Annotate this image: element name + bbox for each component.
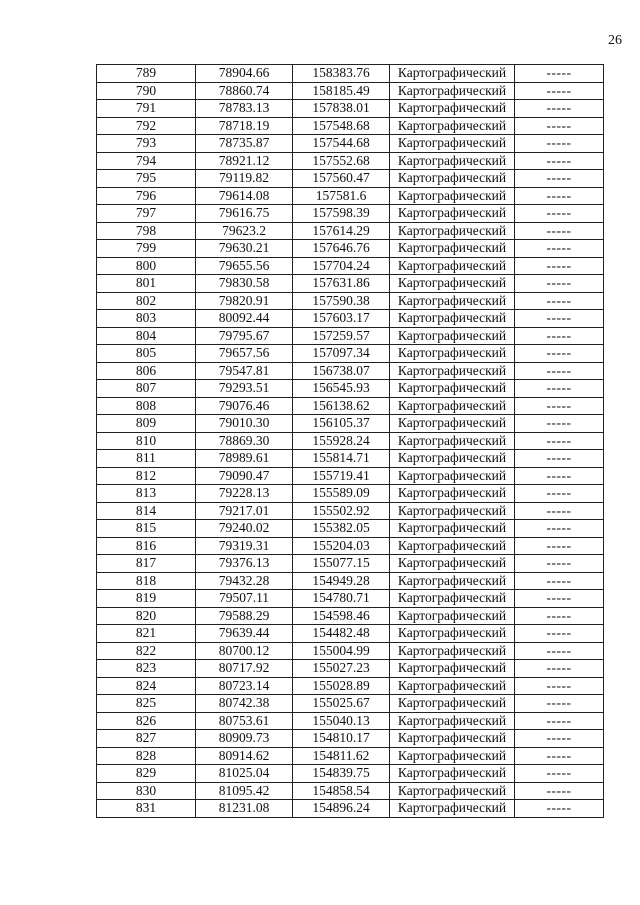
x-coordinate-cell: 79293.51 — [196, 380, 293, 398]
y-coordinate-cell: 157590.38 — [293, 292, 390, 310]
method-cell: Картографический — [390, 397, 515, 415]
extra-cell: ----- — [515, 765, 604, 783]
extra-cell: ----- — [515, 362, 604, 380]
y-coordinate-cell: 154949.28 — [293, 572, 390, 590]
table-row — [97, 240, 604, 258]
y-coordinate-cell: 157598.39 — [293, 205, 390, 223]
x-coordinate-cell: 80717.92 — [196, 660, 293, 678]
y-coordinate-cell: 156738.07 — [293, 362, 390, 380]
table-row — [97, 257, 604, 275]
method-cell: Картографический — [390, 572, 515, 590]
method-cell: Картографический — [390, 117, 515, 135]
x-coordinate-cell: 79376.13 — [196, 555, 293, 573]
extra-cell: ----- — [515, 467, 604, 485]
point-number-cell: 826 — [97, 712, 196, 730]
extra-cell: ----- — [515, 170, 604, 188]
extra-cell: ----- — [515, 327, 604, 345]
x-coordinate-cell: 81095.42 — [196, 782, 293, 800]
point-number-cell: 804 — [97, 327, 196, 345]
method-cell: Картографический — [390, 345, 515, 363]
extra-cell: ----- — [515, 432, 604, 450]
y-coordinate-cell: 157544.68 — [293, 135, 390, 153]
method-cell: Картографический — [390, 327, 515, 345]
table-row — [97, 660, 604, 678]
method-cell: Картографический — [390, 502, 515, 520]
method-cell: Картографический — [390, 432, 515, 450]
x-coordinate-cell: 79228.13 — [196, 485, 293, 503]
extra-cell: ----- — [515, 590, 604, 608]
method-cell: Картографический — [390, 152, 515, 170]
extra-cell: ----- — [515, 450, 604, 468]
y-coordinate-cell: 157704.24 — [293, 257, 390, 275]
table-row — [97, 712, 604, 730]
method-cell: Картографический — [390, 275, 515, 293]
x-coordinate-cell: 78860.74 — [196, 82, 293, 100]
point-number-cell: 807 — [97, 380, 196, 398]
method-cell: Картографический — [390, 800, 515, 818]
coordinates-table — [96, 64, 604, 818]
x-coordinate-cell: 79507.11 — [196, 590, 293, 608]
table-row — [97, 222, 604, 240]
table-row — [97, 205, 604, 223]
point-number-cell: 806 — [97, 362, 196, 380]
method-cell: Картографический — [390, 292, 515, 310]
method-cell: Картографический — [390, 695, 515, 713]
extra-cell: ----- — [515, 240, 604, 258]
extra-cell: ----- — [515, 660, 604, 678]
table-row — [97, 170, 604, 188]
extra-cell: ----- — [515, 397, 604, 415]
method-cell: Картографический — [390, 380, 515, 398]
table-row — [97, 555, 604, 573]
table-row — [97, 310, 604, 328]
table-row — [97, 625, 604, 643]
table-row — [97, 397, 604, 415]
method-cell: Картографический — [390, 747, 515, 765]
point-number-cell: 824 — [97, 677, 196, 695]
table-row — [97, 782, 604, 800]
point-number-cell: 821 — [97, 625, 196, 643]
table-row — [97, 292, 604, 310]
extra-cell: ----- — [515, 292, 604, 310]
x-coordinate-cell: 79119.82 — [196, 170, 293, 188]
x-coordinate-cell: 80909.73 — [196, 730, 293, 748]
table-row — [97, 275, 604, 293]
extra-cell: ----- — [515, 677, 604, 695]
table-row — [97, 380, 604, 398]
point-number-cell: 795 — [97, 170, 196, 188]
table-row — [97, 502, 604, 520]
point-number-cell: 829 — [97, 765, 196, 783]
point-number-cell: 813 — [97, 485, 196, 503]
y-coordinate-cell: 155382.05 — [293, 520, 390, 538]
method-cell: Картографический — [390, 65, 515, 83]
y-coordinate-cell: 157548.68 — [293, 117, 390, 135]
point-number-cell: 817 — [97, 555, 196, 573]
point-number-cell: 819 — [97, 590, 196, 608]
x-coordinate-cell: 79795.67 — [196, 327, 293, 345]
point-number-cell: 822 — [97, 642, 196, 660]
y-coordinate-cell: 158185.49 — [293, 82, 390, 100]
point-number-cell: 830 — [97, 782, 196, 800]
method-cell: Картографический — [390, 257, 515, 275]
method-cell: Картографический — [390, 712, 515, 730]
y-coordinate-cell: 156138.62 — [293, 397, 390, 415]
y-coordinate-cell: 155004.99 — [293, 642, 390, 660]
point-number-cell: 811 — [97, 450, 196, 468]
extra-cell: ----- — [515, 275, 604, 293]
extra-cell: ----- — [515, 380, 604, 398]
point-number-cell: 792 — [97, 117, 196, 135]
method-cell: Картографический — [390, 660, 515, 678]
point-number-cell: 815 — [97, 520, 196, 538]
point-number-cell: 816 — [97, 537, 196, 555]
y-coordinate-cell: 154896.24 — [293, 800, 390, 818]
point-number-cell: 823 — [97, 660, 196, 678]
extra-cell: ----- — [515, 82, 604, 100]
y-coordinate-cell: 157552.68 — [293, 152, 390, 170]
method-cell: Картографический — [390, 485, 515, 503]
table-row — [97, 82, 604, 100]
table-row — [97, 100, 604, 118]
method-cell: Картографический — [390, 240, 515, 258]
x-coordinate-cell: 79319.31 — [196, 537, 293, 555]
table-row — [97, 135, 604, 153]
table-row — [97, 187, 604, 205]
table-row — [97, 467, 604, 485]
point-number-cell: 793 — [97, 135, 196, 153]
method-cell: Картографический — [390, 100, 515, 118]
x-coordinate-cell: 79614.08 — [196, 187, 293, 205]
extra-cell: ----- — [515, 642, 604, 660]
point-number-cell: 805 — [97, 345, 196, 363]
extra-cell: ----- — [515, 152, 604, 170]
table-row — [97, 537, 604, 555]
extra-cell: ----- — [515, 520, 604, 538]
extra-cell: ----- — [515, 310, 604, 328]
table-row — [97, 520, 604, 538]
point-number-cell: 800 — [97, 257, 196, 275]
y-coordinate-cell: 155204.03 — [293, 537, 390, 555]
method-cell: Картографический — [390, 310, 515, 328]
y-coordinate-cell: 155025.67 — [293, 695, 390, 713]
extra-cell: ----- — [515, 555, 604, 573]
x-coordinate-cell: 79076.46 — [196, 397, 293, 415]
x-coordinate-cell: 78989.61 — [196, 450, 293, 468]
y-coordinate-cell: 154598.46 — [293, 607, 390, 625]
x-coordinate-cell: 78921.12 — [196, 152, 293, 170]
method-cell: Картографический — [390, 187, 515, 205]
y-coordinate-cell: 154780.71 — [293, 590, 390, 608]
extra-cell: ----- — [515, 800, 604, 818]
point-number-cell: 827 — [97, 730, 196, 748]
x-coordinate-cell: 78869.30 — [196, 432, 293, 450]
method-cell: Картографический — [390, 765, 515, 783]
y-coordinate-cell: 157581.6 — [293, 187, 390, 205]
table-row — [97, 642, 604, 660]
y-coordinate-cell: 157614.29 — [293, 222, 390, 240]
x-coordinate-cell: 80914.62 — [196, 747, 293, 765]
table-row — [97, 415, 604, 433]
table-row — [97, 607, 604, 625]
x-coordinate-cell: 79630.21 — [196, 240, 293, 258]
x-coordinate-cell: 80742.38 — [196, 695, 293, 713]
y-coordinate-cell: 155028.89 — [293, 677, 390, 695]
x-coordinate-cell: 79010.30 — [196, 415, 293, 433]
x-coordinate-cell: 80700.12 — [196, 642, 293, 660]
extra-cell: ----- — [515, 257, 604, 275]
extra-cell: ----- — [515, 65, 604, 83]
y-coordinate-cell: 154839.75 — [293, 765, 390, 783]
table-row — [97, 362, 604, 380]
x-coordinate-cell: 78783.13 — [196, 100, 293, 118]
point-number-cell: 828 — [97, 747, 196, 765]
point-number-cell: 791 — [97, 100, 196, 118]
extra-cell: ----- — [515, 135, 604, 153]
method-cell: Картографический — [390, 677, 515, 695]
table-row — [97, 345, 604, 363]
x-coordinate-cell: 80753.61 — [196, 712, 293, 730]
extra-cell: ----- — [515, 695, 604, 713]
y-coordinate-cell: 156105.37 — [293, 415, 390, 433]
extra-cell: ----- — [515, 117, 604, 135]
point-number-cell: 820 — [97, 607, 196, 625]
x-coordinate-cell: 79547.81 — [196, 362, 293, 380]
table-row — [97, 747, 604, 765]
extra-cell: ----- — [515, 782, 604, 800]
method-cell: Картографический — [390, 467, 515, 485]
x-coordinate-cell: 79432.28 — [196, 572, 293, 590]
point-number-cell: 803 — [97, 310, 196, 328]
method-cell: Картографический — [390, 607, 515, 625]
extra-cell: ----- — [515, 537, 604, 555]
table-row — [97, 677, 604, 695]
x-coordinate-cell: 78718.19 — [196, 117, 293, 135]
y-coordinate-cell: 157560.47 — [293, 170, 390, 188]
table-row — [97, 485, 604, 503]
x-coordinate-cell: 79588.29 — [196, 607, 293, 625]
table-row — [97, 800, 604, 818]
extra-cell: ----- — [515, 100, 604, 118]
y-coordinate-cell: 154810.17 — [293, 730, 390, 748]
y-coordinate-cell: 157631.86 — [293, 275, 390, 293]
extra-cell: ----- — [515, 415, 604, 433]
method-cell: Картографический — [390, 625, 515, 643]
x-coordinate-cell: 79217.01 — [196, 502, 293, 520]
table-row — [97, 590, 604, 608]
table-row — [97, 327, 604, 345]
table-row — [97, 450, 604, 468]
y-coordinate-cell: 155719.41 — [293, 467, 390, 485]
extra-cell: ----- — [515, 222, 604, 240]
method-cell: Картографический — [390, 170, 515, 188]
point-number-cell: 802 — [97, 292, 196, 310]
y-coordinate-cell: 156545.93 — [293, 380, 390, 398]
x-coordinate-cell: 79639.44 — [196, 625, 293, 643]
extra-cell: ----- — [515, 205, 604, 223]
x-coordinate-cell: 80092.44 — [196, 310, 293, 328]
extra-cell: ----- — [515, 747, 604, 765]
point-number-cell: 825 — [97, 695, 196, 713]
point-number-cell: 814 — [97, 502, 196, 520]
page-number: 26 — [608, 33, 622, 48]
method-cell: Картографический — [390, 135, 515, 153]
method-cell: Картографический — [390, 520, 515, 538]
y-coordinate-cell: 155502.92 — [293, 502, 390, 520]
extra-cell: ----- — [515, 572, 604, 590]
extra-cell: ----- — [515, 187, 604, 205]
method-cell: Картографический — [390, 362, 515, 380]
point-number-cell: 810 — [97, 432, 196, 450]
point-number-cell: 796 — [97, 187, 196, 205]
y-coordinate-cell: 155928.24 — [293, 432, 390, 450]
y-coordinate-cell: 155814.71 — [293, 450, 390, 468]
x-coordinate-cell: 79616.75 — [196, 205, 293, 223]
method-cell: Картографический — [390, 205, 515, 223]
x-coordinate-cell: 79657.56 — [196, 345, 293, 363]
extra-cell: ----- — [515, 730, 604, 748]
table-row — [97, 572, 604, 590]
table-row — [97, 117, 604, 135]
y-coordinate-cell: 155589.09 — [293, 485, 390, 503]
x-coordinate-cell: 79240.02 — [196, 520, 293, 538]
y-coordinate-cell: 155027.23 — [293, 660, 390, 678]
table-row — [97, 695, 604, 713]
point-number-cell: 797 — [97, 205, 196, 223]
method-cell: Картографический — [390, 782, 515, 800]
x-coordinate-cell: 81025.04 — [196, 765, 293, 783]
point-number-cell: 798 — [97, 222, 196, 240]
extra-cell: ----- — [515, 485, 604, 503]
extra-cell: ----- — [515, 345, 604, 363]
point-number-cell: 818 — [97, 572, 196, 590]
point-number-cell: 808 — [97, 397, 196, 415]
x-coordinate-cell: 78904.66 — [196, 65, 293, 83]
point-number-cell: 799 — [97, 240, 196, 258]
y-coordinate-cell: 154811.62 — [293, 747, 390, 765]
method-cell: Картографический — [390, 222, 515, 240]
point-number-cell: 801 — [97, 275, 196, 293]
table-row — [97, 152, 604, 170]
method-cell: Картографический — [390, 450, 515, 468]
y-coordinate-cell: 158383.76 — [293, 65, 390, 83]
method-cell: Картографический — [390, 415, 515, 433]
point-number-cell: 790 — [97, 82, 196, 100]
table-row — [97, 65, 604, 83]
point-number-cell: 809 — [97, 415, 196, 433]
table-row — [97, 730, 604, 748]
y-coordinate-cell: 157838.01 — [293, 100, 390, 118]
point-number-cell: 794 — [97, 152, 196, 170]
method-cell: Картографический — [390, 642, 515, 660]
x-coordinate-cell: 79655.56 — [196, 257, 293, 275]
table-row — [97, 432, 604, 450]
table-row — [97, 765, 604, 783]
y-coordinate-cell: 155040.13 — [293, 712, 390, 730]
method-cell: Картографический — [390, 590, 515, 608]
x-coordinate-cell: 79090.47 — [196, 467, 293, 485]
y-coordinate-cell: 155077.15 — [293, 555, 390, 573]
point-number-cell: 789 — [97, 65, 196, 83]
extra-cell: ----- — [515, 607, 604, 625]
y-coordinate-cell: 157259.57 — [293, 327, 390, 345]
y-coordinate-cell: 154482.48 — [293, 625, 390, 643]
point-number-cell: 831 — [97, 800, 196, 818]
method-cell: Картографический — [390, 537, 515, 555]
method-cell: Картографический — [390, 82, 515, 100]
y-coordinate-cell: 154858.54 — [293, 782, 390, 800]
y-coordinate-cell: 157603.17 — [293, 310, 390, 328]
point-number-cell: 812 — [97, 467, 196, 485]
extra-cell: ----- — [515, 712, 604, 730]
method-cell: Картографический — [390, 730, 515, 748]
x-coordinate-cell: 79623.2 — [196, 222, 293, 240]
x-coordinate-cell: 80723.14 — [196, 677, 293, 695]
x-coordinate-cell: 78735.87 — [196, 135, 293, 153]
x-coordinate-cell: 79820.91 — [196, 292, 293, 310]
y-coordinate-cell: 157646.76 — [293, 240, 390, 258]
extra-cell: ----- — [515, 625, 604, 643]
method-cell: Картографический — [390, 555, 515, 573]
x-coordinate-cell: 79830.58 — [196, 275, 293, 293]
x-coordinate-cell: 81231.08 — [196, 800, 293, 818]
y-coordinate-cell: 157097.34 — [293, 345, 390, 363]
extra-cell: ----- — [515, 502, 604, 520]
